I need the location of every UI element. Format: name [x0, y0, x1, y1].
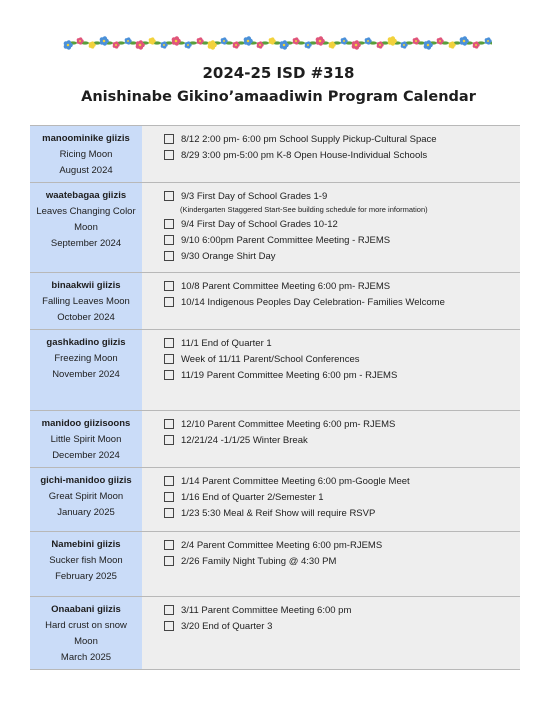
event-item [164, 489, 520, 505]
month-cell [30, 126, 142, 182]
flower-center [475, 44, 477, 46]
ojibwe-month-name: binaakwii giizis [51, 280, 121, 291]
checkbox-icon[interactable] [164, 235, 174, 245]
event-item [164, 473, 520, 489]
event-text: 12/21/24 -1/1/25 Winter Break [181, 434, 308, 446]
event-text: 8/12 2:00 pm- 6:00 pm School Supply Pickup-Cultural Space [181, 133, 437, 145]
event-text: 8/29 3:00 pm-5:00 pm K-8 Open House-Individual Schools [181, 149, 428, 161]
flower-center [319, 40, 322, 43]
checkbox-icon[interactable] [164, 540, 174, 550]
ojibwe-month-name: gashkadino giizis [46, 337, 126, 348]
checkbox-icon[interactable] [164, 435, 174, 445]
event-item [164, 553, 520, 569]
checkbox-icon[interactable] [164, 492, 174, 502]
event-text: 3/11 Parent Committee Meeting 6:00 pm [181, 604, 352, 616]
checkbox-icon[interactable] [164, 621, 174, 631]
event-item [164, 351, 520, 367]
event-text: 1/14 Parent Committee Meeting 6:00 pm-Google Meet [181, 475, 410, 487]
event-item [164, 278, 520, 294]
event-item [164, 537, 520, 553]
event-item [164, 248, 520, 264]
ojibwe-month-name: Onaabani giizis [51, 604, 121, 615]
checkbox-icon[interactable] [164, 556, 174, 566]
checkbox-icon[interactable] [164, 281, 174, 291]
flower-center [283, 44, 286, 47]
english-moon-name: Freezing Moon [54, 353, 118, 364]
calendar-table [30, 125, 520, 670]
flower-center [127, 40, 129, 42]
english-moon-name: Hard crust on snow [45, 620, 127, 631]
english-moon-name: Moon [74, 222, 98, 233]
event-item [164, 367, 520, 383]
month-cell [30, 183, 142, 272]
flower-center [187, 44, 189, 46]
events-cell [142, 183, 520, 272]
checkbox-icon[interactable] [164, 134, 174, 144]
flower-center [391, 40, 394, 43]
checkbox-icon[interactable] [164, 354, 174, 364]
month-date: September 2024 [50, 238, 122, 249]
checkbox-icon[interactable] [164, 219, 174, 229]
calendar-row [30, 273, 520, 330]
month-date: October 2024 [57, 312, 115, 323]
event-text: 10/8 Parent Committee Meeting 6:00 pm- RJEMS [181, 280, 391, 292]
calendar-row [30, 597, 520, 670]
event-text: 10/14 Indigenous Peoples Day Celebration- Families Welcome [181, 296, 445, 308]
flower-center [355, 44, 358, 47]
flower-center [439, 40, 441, 42]
flower-center [379, 44, 381, 46]
event-text: 9/3 First Day of School Grades 1-9 [181, 190, 328, 202]
flower-center [331, 44, 333, 46]
checkbox-icon[interactable] [164, 370, 174, 380]
floral-banner-image [62, 33, 492, 53]
calendar-row [30, 468, 520, 532]
flower-center [175, 40, 178, 43]
flower-center [115, 44, 117, 46]
month-date: August 2024 [59, 165, 113, 176]
ojibwe-month-name: Namebini giizis [51, 539, 121, 550]
event-item [164, 505, 520, 521]
events-cell [142, 411, 520, 467]
english-moon-name: Ricing Moon [59, 149, 113, 160]
ojibwe-month-name: manidoo giizisoons [41, 418, 131, 429]
event-item [164, 131, 520, 147]
event-item [164, 232, 520, 248]
flower-center [367, 40, 369, 42]
month-date: January 2025 [57, 507, 115, 518]
flower-center [223, 40, 225, 42]
event-text: 11/1 End of Quarter 1 [181, 337, 272, 349]
flower-center [103, 40, 106, 43]
flower-center [247, 40, 250, 43]
event-item [164, 602, 520, 618]
flower-center [79, 40, 81, 42]
event-text: 9/10 6:00pm Parent Committee Meeting - RJEMS [181, 234, 391, 246]
event-item [164, 618, 520, 634]
calendar-year-title: 2024-25 ISD #318 [202, 64, 355, 82]
event-item [164, 188, 520, 204]
calendar-row [30, 411, 520, 468]
checkbox-icon[interactable] [164, 508, 174, 518]
event-item [164, 294, 520, 310]
event-note: (Kindergarten Staggered Start-See building schedule for more information) [180, 205, 428, 214]
flower-center [91, 44, 93, 46]
event-item [164, 432, 520, 448]
checkbox-icon[interactable] [164, 338, 174, 348]
event-text: 9/30 Orange Shirt Day [181, 250, 276, 262]
checkbox-icon[interactable] [164, 419, 174, 429]
english-moon-name: Leaves Changing Color [36, 206, 136, 217]
event-text: 12/10 Parent Committee Meeting 6:00 pm- RJEMS [181, 418, 396, 430]
event-text: 11/19 Parent Committee Meeting 6:00 pm - RJEMS [181, 369, 398, 381]
event-item [164, 216, 520, 232]
flower-center [415, 40, 417, 42]
events-cell [142, 273, 520, 329]
checkbox-icon[interactable] [164, 191, 174, 201]
flower-center [235, 44, 237, 46]
events-cell [142, 330, 520, 410]
calendar-row [30, 125, 520, 183]
month-cell [30, 411, 142, 467]
flower-center [199, 40, 201, 42]
event-item [164, 335, 520, 351]
ojibwe-month-name: gichi-manidoo giizis [40, 475, 132, 486]
flower-center [295, 40, 297, 42]
month-cell [30, 597, 142, 669]
ojibwe-month-name: waatebagaa giizis [45, 190, 127, 201]
event-item [164, 416, 520, 432]
events-cell [142, 532, 520, 596]
flower-center [139, 44, 142, 47]
english-moon-name: Falling Leaves Moon [42, 296, 130, 307]
flower-center [151, 40, 153, 42]
event-text: 2/4 Parent Committee Meeting 6:00 pm-RJEMS [181, 539, 383, 551]
event-text: 2/26 Family Night Tubing @ 4:30 PM [181, 555, 337, 567]
flower-center [259, 44, 261, 46]
flower-center [307, 44, 309, 46]
event-text: 9/4 First Day of School Grades 10-12 [181, 218, 338, 230]
checkbox-icon[interactable] [164, 297, 174, 307]
month-cell [30, 532, 142, 596]
english-moon-name: Little Spirit Moon [50, 434, 122, 445]
flower-center [271, 40, 273, 42]
month-cell [30, 330, 142, 410]
flower-center [163, 44, 165, 46]
flower-center [343, 40, 345, 42]
flower-center [211, 44, 214, 47]
ojibwe-month-name: manoominike giizis [42, 133, 130, 144]
event-text: 3/20 End of Quarter 3 [181, 620, 273, 632]
english-moon-name: Moon [74, 636, 98, 647]
english-moon-name: Great Spirit Moon [48, 491, 124, 502]
events-cell [142, 126, 520, 182]
month-cell [30, 468, 142, 531]
event-text: 1/16 End of Quarter 2/Semester 1 [181, 491, 324, 503]
month-date: December 2024 [52, 450, 120, 461]
month-cell [30, 273, 142, 329]
checkbox-icon[interactable] [164, 476, 174, 486]
calendar-row [30, 330, 520, 411]
month-date: February 2025 [55, 571, 117, 582]
calendar-program-title: Anishinabe Gikino’amaadiwin Program Calendar [81, 89, 476, 105]
month-date: March 2025 [60, 652, 112, 663]
flower-center [451, 44, 453, 46]
checkbox-icon[interactable] [164, 605, 174, 615]
calendar-row [30, 532, 520, 597]
event-text: 1/23 5:30 Meal & Reif Show will require RSVP [181, 507, 376, 519]
events-cell [142, 597, 520, 669]
events-cell [142, 468, 520, 531]
event-item [164, 147, 520, 163]
flower-center [487, 40, 489, 42]
checkbox-icon[interactable] [164, 150, 174, 160]
event-text: Week of 11/11 Parent/School Conferences [181, 353, 360, 365]
flower-center [403, 44, 405, 46]
flower-center [427, 44, 430, 47]
flower-center [463, 40, 466, 43]
english-moon-name: Sucker fish Moon [49, 555, 123, 566]
checkbox-icon[interactable] [164, 251, 174, 261]
month-date: November 2024 [52, 369, 120, 380]
flower-center [67, 44, 70, 47]
calendar-row [30, 183, 520, 273]
